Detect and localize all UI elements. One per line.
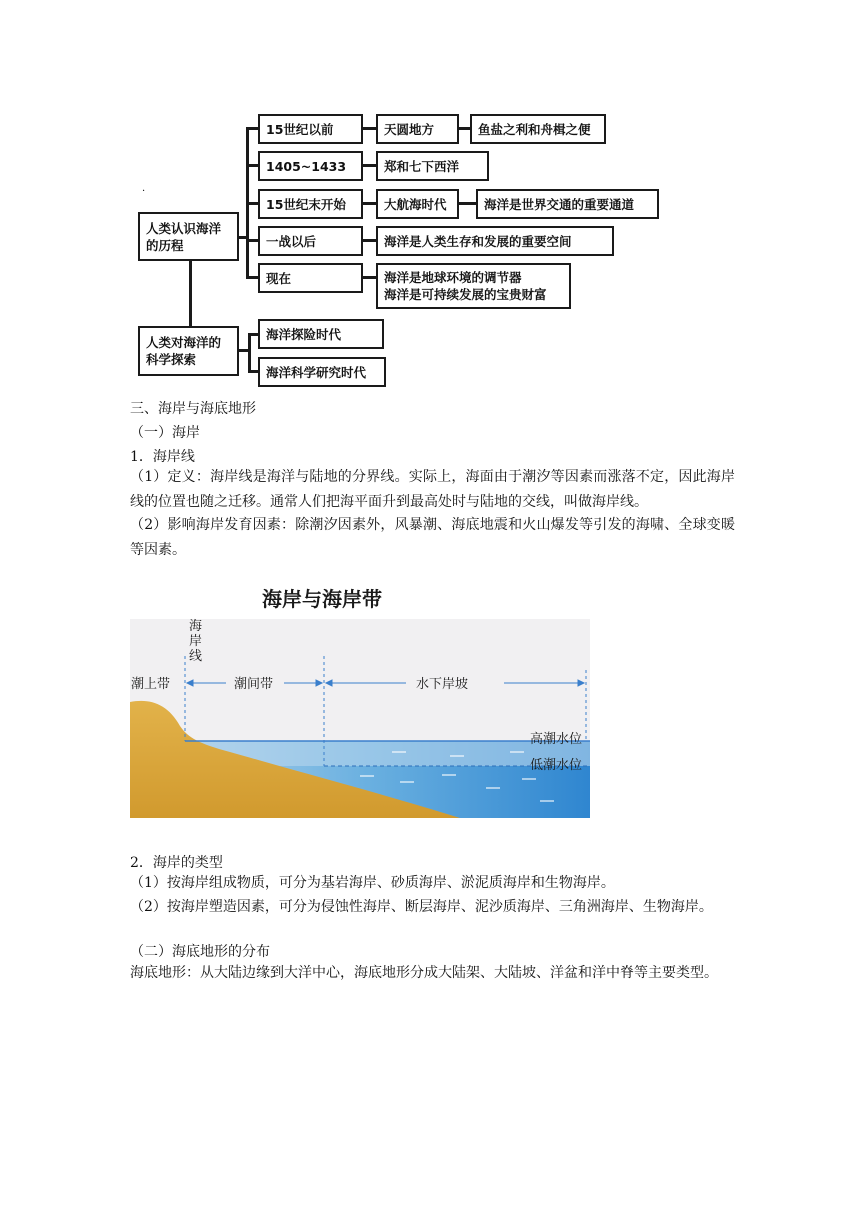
connector-line [248,370,258,373]
root-box-science [138,326,239,376]
era-box: 现在 [258,263,363,293]
root-box-line: 人类认识海洋 [146,220,222,236]
connector-line [458,127,470,130]
connector-line [362,276,376,279]
event-box: 海洋是人类生存和发展的重要空间 [376,226,614,256]
root-box-line: 人类对海洋的 [146,335,222,350]
root-box-line: 科学探索 [146,352,197,367]
science-box: 海洋科学研究时代 [258,357,386,387]
stray-dot: · [142,186,146,197]
concept-map [0,0,860,400]
connector-line [248,333,251,371]
science-box: 海洋探险时代 [258,319,384,349]
connector-line [362,202,376,205]
coastline-definition: （1）定义：海岸线是海洋与陆地的分界线。实际上，海面由于潮汐等因素而涨落不定，因此海岸线的位置也随之迁移。通常人们把海平面升到最高处时与陆地的交线，叫做海岸线。 [130,469,735,510]
zone-label-intertidal: 潮间带 [234,677,274,692]
coast-types-by-shaping: （2）按海岸塑造因素，可分为侵蚀性海岸、断层海岸、泥沙质海岸、三角洲海岸、生物海岸。 [130,899,713,915]
connector-line [246,276,258,279]
subsection-seafloor-title: （二）海底地形的分布 [130,944,270,960]
section3-title: 三、海岸与海底地形 [130,401,256,417]
connector-line [189,260,192,326]
note-box: 海洋是世界交通的重要通道 [476,189,659,219]
event-box [376,263,571,309]
connector-line [248,333,258,336]
coastline-factors: （2）影响海岸发育因素：除潮汐因素外，风暴潮、海底地震和火山爆发等引发的海啸、全球变暖等因素。 [130,517,735,558]
era-box: 1405~1433 [258,151,363,181]
era-box: 一战以后 [258,226,363,256]
event-box: 大航海时代 [376,189,459,219]
subsection-coast-title: （一）海岸 [130,425,200,441]
event-box-line: 海洋是可持续发展的宝贵财富 [384,287,547,302]
connector-line [246,127,258,130]
low-tide-label: 低潮水位 [530,758,583,773]
item1-title: 1．海岸线 [130,449,195,465]
coast-figure [130,576,590,818]
coast-types-by-material: （1）按海岸组成物质，可分为基岩海岸、砂质海岸、淤泥质海岸和生物海岸。 [130,875,615,891]
connector-line [458,202,476,205]
event-box-line: 海洋是地球环境的调节器 [384,270,522,285]
item2-title: 2．海岸的类型 [130,855,223,871]
coastline-label-char: 线 [189,649,203,664]
coast-diagram [130,576,590,818]
zone-label-supratidal: 潮上带 [131,677,171,692]
connector-line [246,202,258,205]
root-box-line: 的历程 [146,237,184,253]
event-box: 郑和七下西洋 [376,151,489,181]
note-box: 鱼盐之利和舟楫之便 [470,114,606,144]
connector-line [246,164,258,167]
connector-line [246,239,258,242]
root-box-history [138,212,239,261]
coastline-label-char: 海 [189,619,203,634]
coastline-label-char: 岸 [189,634,203,649]
zone-label-subtidal: 水下岸坡 [416,677,469,692]
seafloor-paragraph: 海底地形：从大陆边缘到大洋中心，海底地形分成大陆架、大陆坡、洋盆和洋中脊等主要类型。 [130,965,718,981]
era-box: 15世纪以前 [258,114,363,144]
figure-title: 海岸与海岸带 [262,587,382,611]
connector-line [362,239,376,242]
connector-line [362,127,376,130]
era-box: 15世纪末开始 [258,189,363,219]
connector-line [362,164,376,167]
event-box: 天圆地方 [376,114,459,144]
high-tide-label: 高潮水位 [530,732,583,747]
